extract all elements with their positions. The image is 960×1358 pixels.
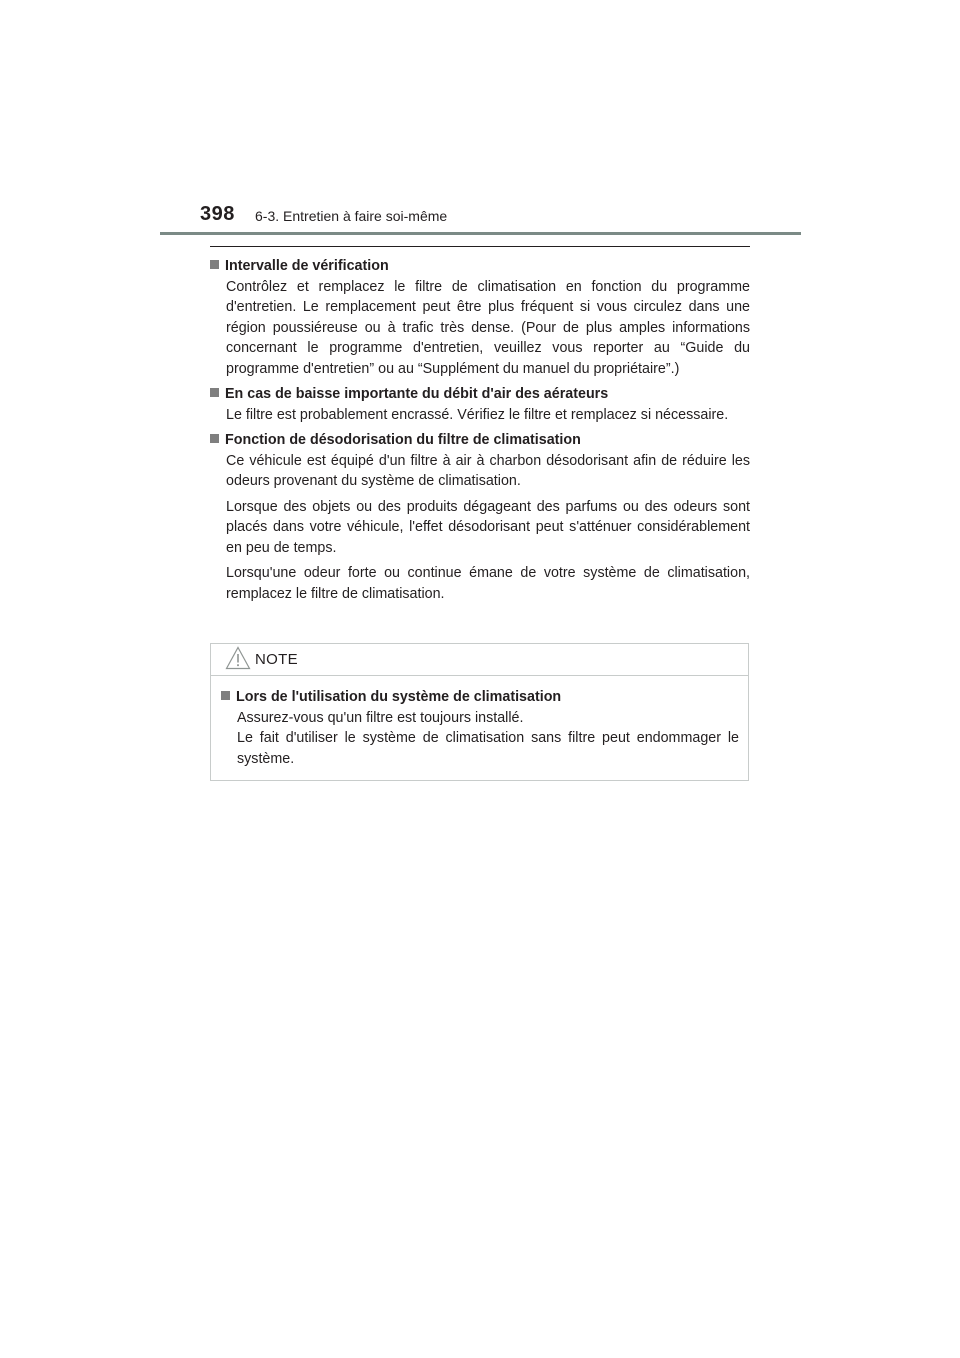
note-heading [221,687,739,708]
note-label: NOTE [255,651,298,668]
item-heading-text: En cas de baisse importante du débit d'air des aérateurs [225,386,609,402]
content [210,256,750,609]
bullet-square-icon [221,691,230,700]
note-paragraph: Assurez-vous qu'un filtre est toujours installé. [237,709,524,726]
item-deodorizing [210,430,750,604]
section-title: 6-3. Entretien à faire soi-même [255,208,448,224]
paragraph: Le filtre est probablement encrassé. Vérifiez le filtre et remplacez si nécessaire. [226,406,729,423]
item-airflow-drop [210,384,750,425]
paragraph: Ce véhicule est équipé d'un filtre à air à charbon désodorisant afin de réduire les odeurs provenant du système de climatisation. [226,452,750,489]
item-check-interval [210,256,750,379]
note-heading-text: Lors de l'utilisation du système de climatisation [236,689,562,705]
content-rule [210,246,750,247]
item-heading [210,384,750,405]
note-body [211,676,748,769]
note-paragraph: Le fait d'utiliser le système de climatisation sans filtre peut endommager le système. [237,730,739,767]
page-number: 398 [200,203,235,225]
warning-triangle-icon [225,646,251,670]
bullet-square-icon [210,388,219,397]
item-heading-text: Fonction de désodorisation du filtre de climatisation [225,432,581,448]
paragraph: Contrôlez et remplacez le filtre de climatisation en fonction du programme d'entretien. Le remplacement peut être plus fréquent si vous circulez dans une région poussiéreuse ou à trafic très dense. (Pour de plus amples informations concernant le programme d'entretien, veuillez vous reporter au “Guide du programme d'entretien” ou au “Supplément du manuel du propriétaire”.) [226,278,750,377]
item-heading [210,430,750,451]
item-heading-text: Intervalle de vérification [225,258,389,274]
bullet-square-icon [210,434,219,443]
note-box [210,643,749,781]
bullet-square-icon [210,260,219,269]
paragraph: Lorsqu'une odeur forte ou continue émane de votre système de climatisation, remplacez le filtre de climatisation. [226,565,750,602]
note-header [211,644,748,676]
header-rule [160,232,801,235]
item-heading [210,256,750,277]
paragraph: Lorsque des objets ou des produits dégageant des parfums ou des odeurs sont placés dans votre véhicule, l'effet désodorisant peut s'atténuer considérablement en peu de temps. [226,498,750,556]
